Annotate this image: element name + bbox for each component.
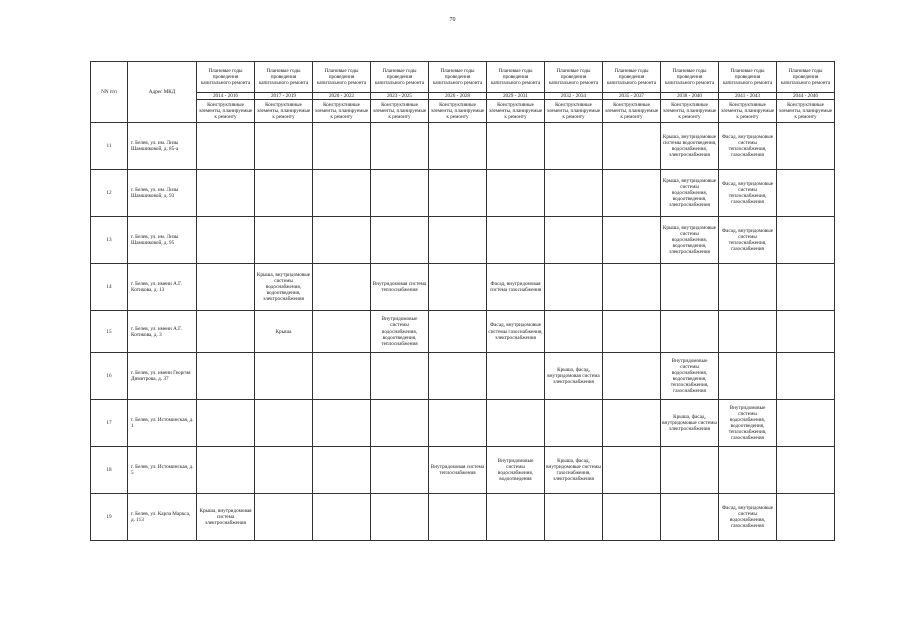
period-header: 2038 - 2040 xyxy=(661,93,719,100)
repair-cell xyxy=(429,311,487,353)
elements-header: Конструктивные элементы, планируемые к ремонту xyxy=(487,100,545,123)
repair-cell xyxy=(545,170,603,217)
table-header xyxy=(91,62,835,123)
repair-cell xyxy=(603,264,661,311)
elements-header: Конструктивные элементы, планируемые к ремонту xyxy=(197,100,255,123)
row-address: г. Белев, ул. имени А.Г. Котикова, д. 13 xyxy=(128,264,197,311)
repair-cell xyxy=(545,311,603,353)
repair-cell: Крыша, фасад, внутридомовые системы электроснабжения xyxy=(661,400,719,447)
table-row xyxy=(91,264,835,311)
table-row xyxy=(91,494,835,541)
repair-cell xyxy=(777,123,835,170)
repair-cell xyxy=(777,447,835,494)
repair-cell xyxy=(313,311,371,353)
table-row xyxy=(91,311,835,353)
repair-cell xyxy=(313,353,371,400)
repair-cell: Крыша, внутридомовые системы водоснабжения, водоотведения, электроснабжения xyxy=(661,217,719,264)
repair-cell xyxy=(719,353,777,400)
row-address: г. Белев, ул. им. Лизы Шамшиковой, д. 85-а xyxy=(128,123,197,170)
repair-cell xyxy=(603,494,661,541)
repair-cell xyxy=(313,400,371,447)
table-row xyxy=(91,217,835,264)
repair-cell xyxy=(603,170,661,217)
repair-cell xyxy=(429,400,487,447)
repair-cell: Внутридомовые системы водоснабжения, водоотведения, теплоснабжения, газоснабжения xyxy=(719,400,777,447)
repair-cell xyxy=(197,264,255,311)
repair-cell xyxy=(197,400,255,447)
repair-cell: Фасад, внутридомовые системы теплоснабжения, газоснабжения xyxy=(719,123,777,170)
repair-cell xyxy=(371,123,429,170)
repair-cell: Крыша, фасад, внутридомовая система электроснабжения xyxy=(545,353,603,400)
num-header: NN п/п xyxy=(91,62,128,123)
elements-header: Конструктивные элементы, планируемые к ремонту xyxy=(777,100,835,123)
period-header: 2020 - 2022 xyxy=(313,93,371,100)
repair-cell: Фасад, внутридомовые системы газоснабжения, электроснабжения xyxy=(487,311,545,353)
planned-years-header: Плановые годы проведения капитального ремонта xyxy=(487,62,545,93)
repair-cell xyxy=(197,311,255,353)
row-number: 11 xyxy=(91,123,128,170)
repair-cell: Внутридомовая система теплоснабжения xyxy=(429,447,487,494)
repair-cell xyxy=(371,400,429,447)
period-header: 2044 - 2046 xyxy=(777,93,835,100)
repair-cell xyxy=(255,400,313,447)
repair-cell xyxy=(603,447,661,494)
row-number: 13 xyxy=(91,217,128,264)
repair-cell: Внутридомовая система теплоснабжения xyxy=(371,264,429,311)
repair-cell xyxy=(313,123,371,170)
repair-cell: Внутридомовые системы водоснабжения, водоотведения, теплоснабжения, газоснабжения xyxy=(661,353,719,400)
period-header: 2029 - 2031 xyxy=(487,93,545,100)
repair-cell xyxy=(603,353,661,400)
table-body xyxy=(91,123,835,541)
planned-years-header: Плановые годы проведения капитального ремонта xyxy=(661,62,719,93)
row-address: г. Белев, ул. Истоминская, д. 5 xyxy=(128,447,197,494)
row-address: г. Белев, ул. имени А.Г. Котикова, д. 3 xyxy=(128,311,197,353)
repair-cell: Фасад, внутридомовая система газоснабжения xyxy=(487,264,545,311)
repair-cell xyxy=(371,494,429,541)
row-address: г. Белев, ул. им. Лизы Шамшиковой, д. 93 xyxy=(128,170,197,217)
repair-cell xyxy=(545,400,603,447)
row-address: г. Белев, ул. Истоминская, д. 1 xyxy=(128,400,197,447)
repair-cell xyxy=(371,217,429,264)
repair-cell: Фасад, внутридомовые системы теплоснабжения, газоснабжения xyxy=(719,170,777,217)
repair-cell xyxy=(487,494,545,541)
planned-years-header: Плановые годы проведения капитального ремонта xyxy=(603,62,661,93)
repair-cell xyxy=(777,353,835,400)
repair-cell xyxy=(313,264,371,311)
table-row xyxy=(91,400,835,447)
row-address: г. Белев, ул. им. Лизы Шамшиковой, д. 95 xyxy=(128,217,197,264)
repair-cell xyxy=(603,123,661,170)
repair-cell xyxy=(255,353,313,400)
planned-years-header: Плановые годы проведения капитального ремонта xyxy=(777,62,835,93)
period-header: 2032 - 2034 xyxy=(545,93,603,100)
repair-cell xyxy=(487,123,545,170)
page-number: 70 xyxy=(449,17,456,23)
row-number: 18 xyxy=(91,447,128,494)
repair-cell xyxy=(777,400,835,447)
period-header: 2041 - 2043 xyxy=(719,93,777,100)
elements-header: Конструктивные элементы, планируемые к ремонту xyxy=(545,100,603,123)
planned-years-header: Плановые годы проведения капитального ремонта xyxy=(371,62,429,93)
repair-cell xyxy=(371,447,429,494)
planned-years-header: Плановые годы проведения капитального ремонта xyxy=(313,62,371,93)
row-number: 15 xyxy=(91,311,128,353)
repair-cell xyxy=(603,400,661,447)
repair-cell xyxy=(197,170,255,217)
planned-years-header: Плановые годы проведения капитального ремонта xyxy=(429,62,487,93)
repair-cell xyxy=(313,494,371,541)
planned-years-header: Плановые годы проведения капитального ремонта xyxy=(255,62,313,93)
repair-cell xyxy=(545,494,603,541)
repair-cell xyxy=(487,353,545,400)
table-row xyxy=(91,447,835,494)
repair-cell xyxy=(429,353,487,400)
period-header: 2023 - 2025 xyxy=(371,93,429,100)
repair-cell xyxy=(719,264,777,311)
repair-schedule-table xyxy=(90,61,835,541)
elements-header: Конструктивные элементы, планируемые к ремонту xyxy=(429,100,487,123)
address-header: Адрес МКД xyxy=(128,62,197,123)
repair-cell xyxy=(545,264,603,311)
repair-cell xyxy=(487,217,545,264)
repair-cell xyxy=(545,217,603,264)
table-row xyxy=(91,123,835,170)
repair-cell xyxy=(313,217,371,264)
repair-cell xyxy=(719,311,777,353)
repair-cell: Крыша, внутридомовые системы водоснабжения, водоотведения, электроснабжения xyxy=(661,170,719,217)
repair-cell: Внутридомовые системы водоснабжения, водоотведения, теплоснабжения xyxy=(371,311,429,353)
repair-cell xyxy=(429,170,487,217)
repair-cell: Крыша, внутридомовые системы водоснабжения, водоотведения, электроснабжения xyxy=(255,264,313,311)
repair-cell xyxy=(661,264,719,311)
repair-cell xyxy=(777,170,835,217)
planned-years-header: Плановые годы проведения капитального ремонта xyxy=(719,62,777,93)
planned-years-header: Плановые годы проведения капитального ремонта xyxy=(545,62,603,93)
repair-cell xyxy=(255,123,313,170)
repair-cell: Фасад, внутридомовые системы водоснабжения, газоснабжения xyxy=(719,494,777,541)
repair-cell: Крыша, фасад, внутридомовые системы газоснабжения, электроснабжения xyxy=(545,447,603,494)
repair-cell xyxy=(197,217,255,264)
row-number: 16 xyxy=(91,353,128,400)
row-number: 12 xyxy=(91,170,128,217)
elements-header: Конструктивные элементы, планируемые к ремонту xyxy=(661,100,719,123)
table-row xyxy=(91,170,835,217)
elements-header: Конструктивные элементы, планируемые к ремонту xyxy=(603,100,661,123)
repair-cell xyxy=(197,353,255,400)
repair-cell xyxy=(313,447,371,494)
repair-cell xyxy=(777,264,835,311)
repair-cell xyxy=(661,447,719,494)
repair-cell xyxy=(429,494,487,541)
repair-cell xyxy=(197,123,255,170)
elements-header: Конструктивные элементы, планируемые к ремонту xyxy=(313,100,371,123)
repair-cell: Крыша, внутридомовая система электроснабжения xyxy=(197,494,255,541)
elements-header: Конструктивные элементы, планируемые к ремонту xyxy=(255,100,313,123)
repair-cell xyxy=(719,447,777,494)
repair-cell xyxy=(603,311,661,353)
repair-cell xyxy=(661,494,719,541)
period-header: 2026 - 2028 xyxy=(429,93,487,100)
repair-cell xyxy=(777,494,835,541)
repair-cell xyxy=(661,311,719,353)
row-number: 14 xyxy=(91,264,128,311)
repair-cell xyxy=(487,400,545,447)
repair-cell xyxy=(777,311,835,353)
repair-cell xyxy=(197,447,255,494)
repair-cell xyxy=(255,170,313,217)
repair-cell xyxy=(603,217,661,264)
repair-cell xyxy=(429,264,487,311)
repair-cell xyxy=(545,123,603,170)
period-header: 2035 - 2037 xyxy=(603,93,661,100)
planned-years-header: Плановые годы проведения капитального ремонта xyxy=(197,62,255,93)
table-row xyxy=(91,353,835,400)
elements-header: Конструктивные элементы, планируемые к ремонту xyxy=(719,100,777,123)
period-header: 2017 - 2019 xyxy=(255,93,313,100)
repair-cell xyxy=(429,123,487,170)
repair-cell: Фасад, внутридомовые системы теплоснабжения, газоснабжения xyxy=(719,217,777,264)
repair-cell: Крыша xyxy=(255,311,313,353)
repair-cell xyxy=(429,217,487,264)
row-number: 17 xyxy=(91,400,128,447)
repair-cell xyxy=(487,170,545,217)
repair-cell: Крыша, внутридомовые системы водоотведения, водоснабжения, электроснабжения xyxy=(661,123,719,170)
row-address: г. Белев, ул. Карла Маркса, д. 113 xyxy=(128,494,197,541)
repair-cell xyxy=(313,170,371,217)
repair-cell xyxy=(255,447,313,494)
repair-cell xyxy=(255,494,313,541)
period-header: 2014 - 2016 xyxy=(197,93,255,100)
row-number: 19 xyxy=(91,494,128,541)
elements-header: Конструктивные элементы, планируемые к ремонту xyxy=(371,100,429,123)
repair-cell xyxy=(371,170,429,217)
row-address: г. Белев, ул. имени Георгия Димитрова, д. 37 xyxy=(128,353,197,400)
repair-cell xyxy=(371,353,429,400)
repair-cell xyxy=(255,217,313,264)
repair-cell xyxy=(777,217,835,264)
repair-cell: Внутридомовые системы водоснабжения, водоотведения xyxy=(487,447,545,494)
